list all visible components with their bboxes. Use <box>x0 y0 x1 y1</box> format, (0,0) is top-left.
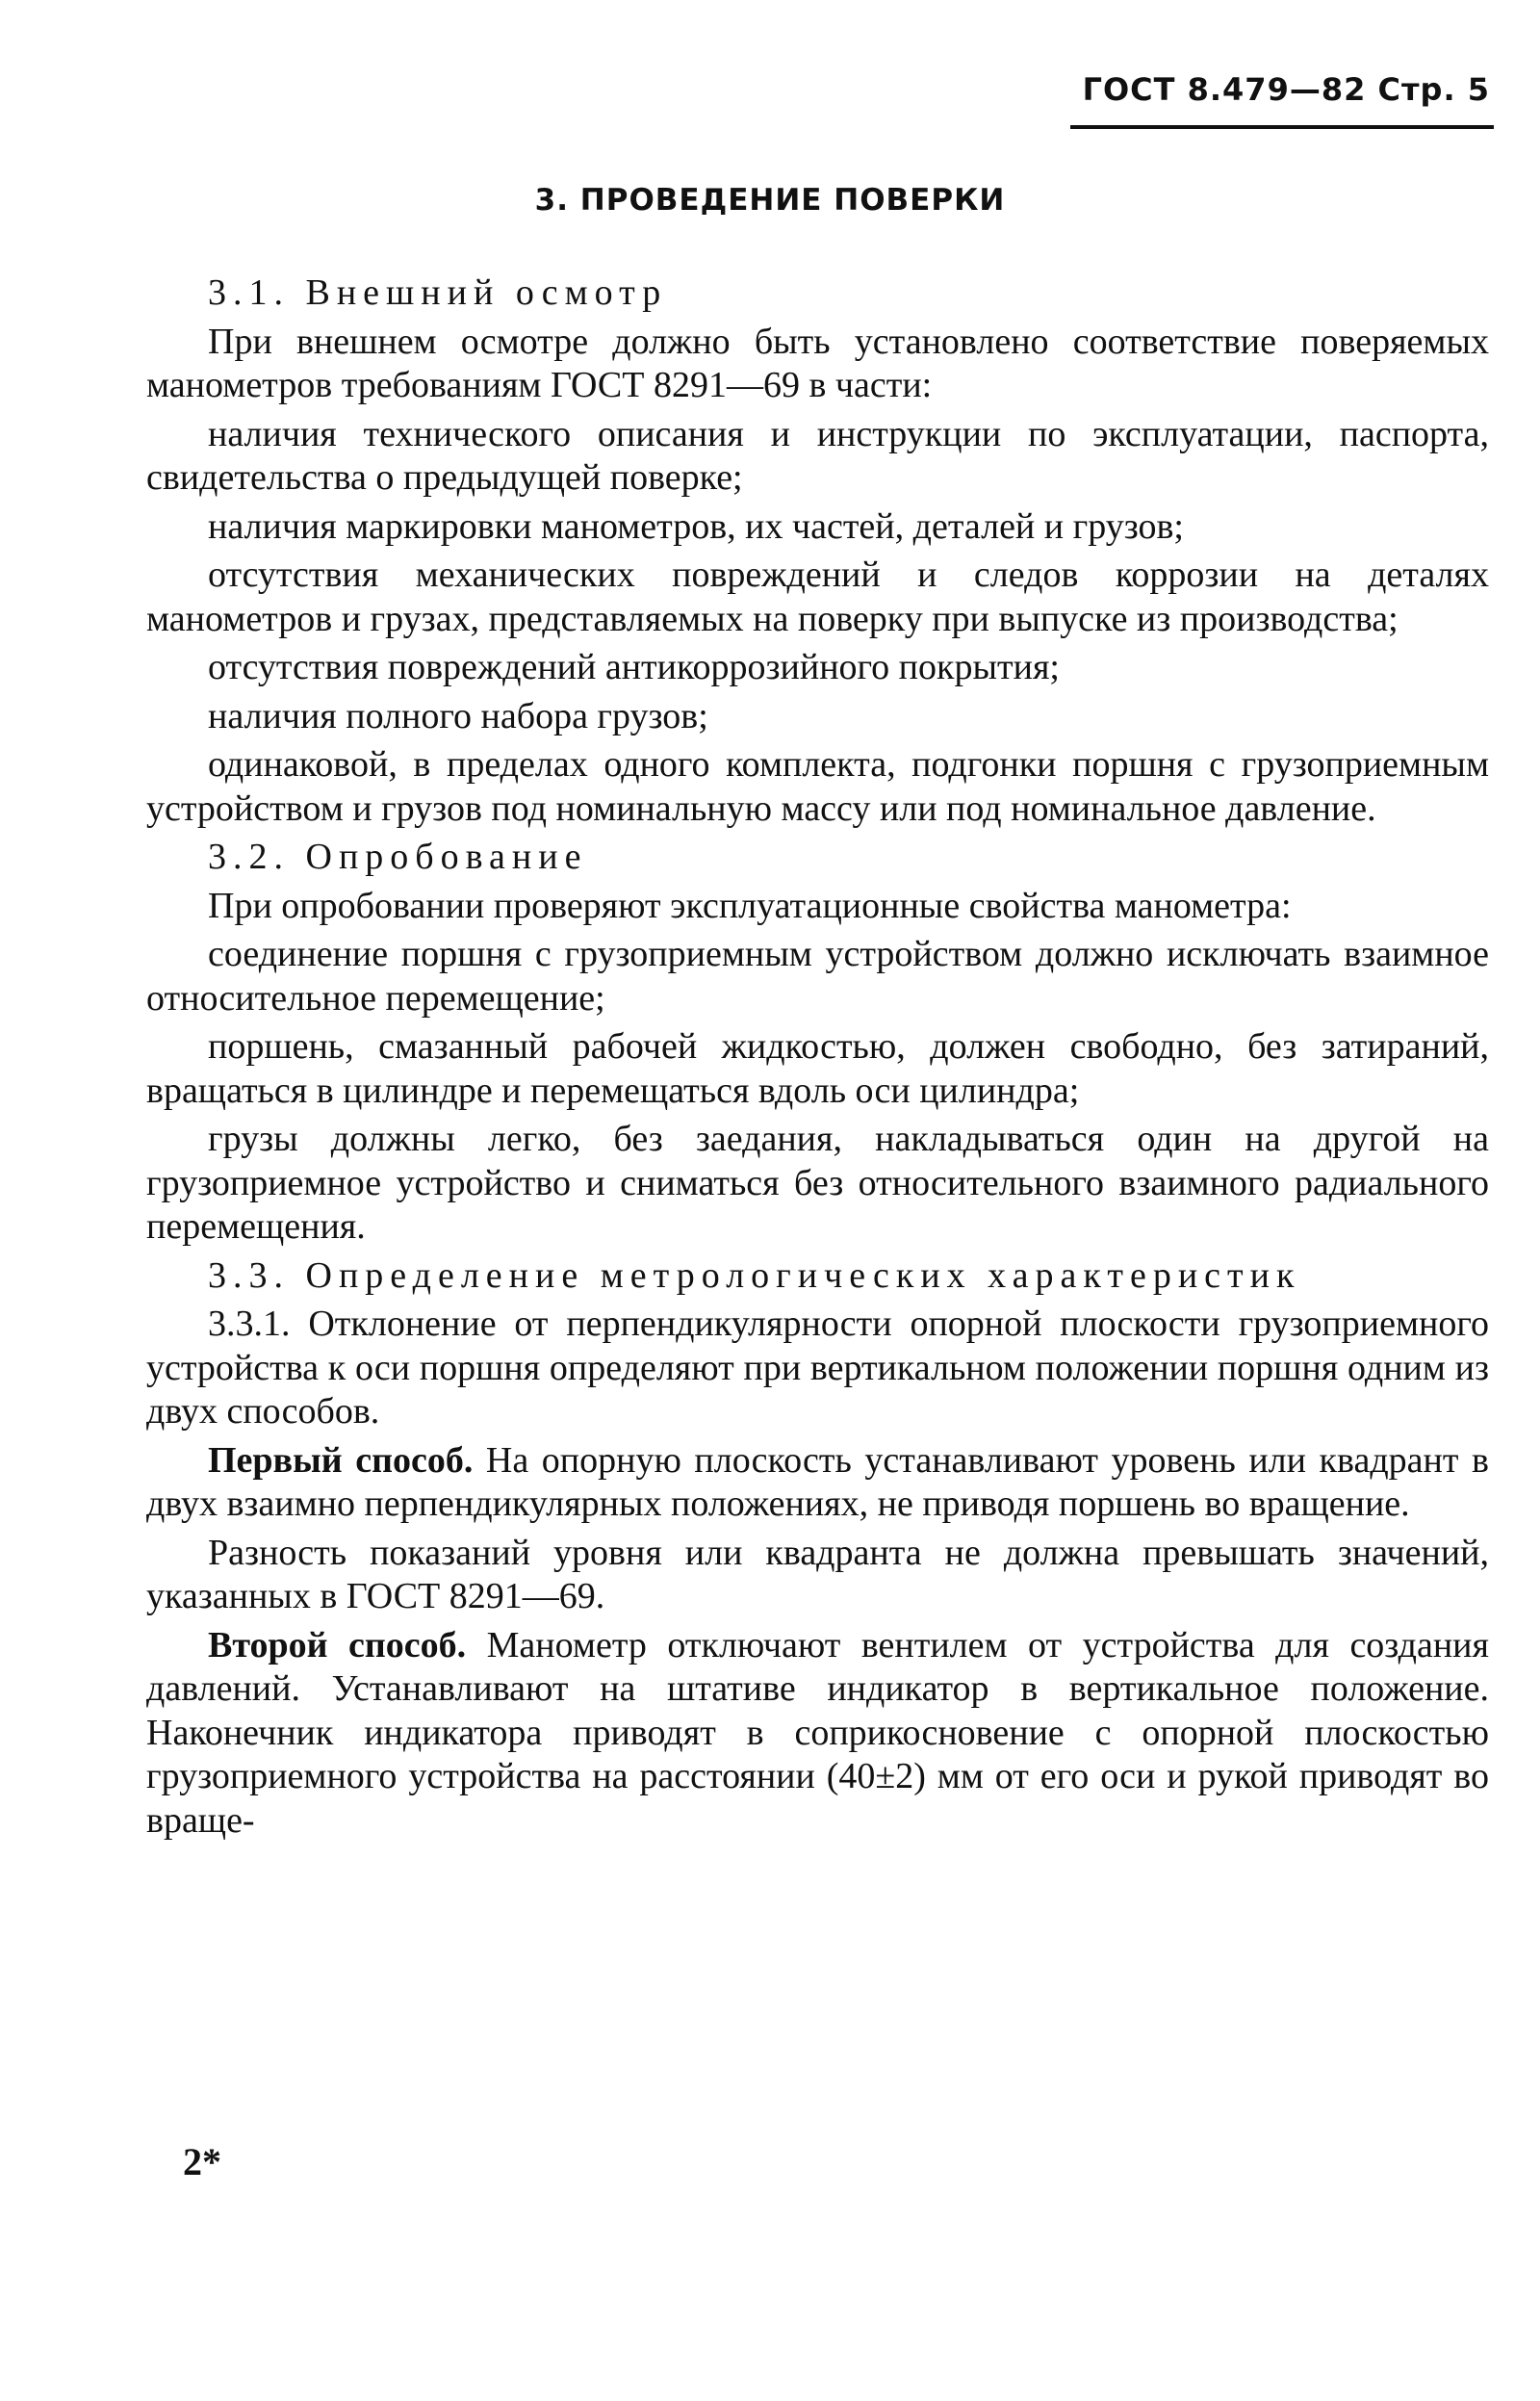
paragraph: одинаковой, в пределах одного комплекта, подгонки поршня с грузоприемным устройством и грузов под номинальную массу или под номинальное давление. <box>146 744 1489 829</box>
paragraph: наличия маркировки манометров, их частей, деталей и грузов; <box>208 505 1184 547</box>
paragraph: Разность показаний уровня или квадранта не должна превышать значений, указанных в ГОСТ 8291—69. <box>146 1532 1489 1616</box>
method-label: Второй способ. <box>208 1624 467 1665</box>
method-label: Первый способ. <box>208 1439 474 1481</box>
document-body <box>146 271 1489 1847</box>
header-rule <box>1070 125 1494 129</box>
paragraph <box>146 1439 1489 1527</box>
paragraph-text: Манометр отключают вентилем от устройства для создания давлений. Устанавливают на штативе индикатор в вертикальное положение. Наконечник индикатора приводят в соприкосновение с опорной плоскостью грузоприемного устройства на расстоянии (40±2) мм от его оси и рукой приводят во враще- <box>146 1624 1489 1841</box>
paragraph <box>146 1624 1489 1844</box>
paragraph: поршень, смазанный рабочей жидкостью, должен свободно, без затираний, вращаться в цилиндре и перемещаться вдоль оси цилиндра; <box>146 1026 1489 1111</box>
subsection-heading: 3.1. Внешний осмотр <box>208 272 668 313</box>
paragraph: 3.3.1. Отклонение от перпендикулярности опорной плоскости грузоприемного устройства к оси поршня определяют при вертикальном положении поршня одним из двух способов. <box>146 1304 1489 1432</box>
paragraph: грузы должны легко, без заедания, накладываться один на другой на грузоприемное устройство и сниматься без относительного взаимного радиального перемещения. <box>146 1119 1489 1247</box>
subsection-heading: 3.3. Определение метрологических характеристик <box>208 1254 1301 1296</box>
section-title: 3. ПРОВЕДЕНИЕ ПОВЕРКИ <box>534 183 1006 218</box>
paragraph: При внешнем осмотре должно быть установлено соответствие поверяемых манометров требованиям ГОСТ 8291—69 в части: <box>146 321 1489 405</box>
paragraph: отсутствия механических повреждений и следов коррозии на деталях манометров и грузах, представляемых на поверку при выпуске из производства; <box>146 555 1489 639</box>
paragraph: наличия технического описания и инструкции по эксплуатации, паспорта, свидетельства о предыдущей поверке; <box>146 413 1489 498</box>
paragraph: наличия полного набора грузов; <box>208 695 708 736</box>
signature-mark: 2* <box>183 2140 221 2183</box>
page-header: ГОСТ 8.479—82 Стр. 5 <box>1082 71 1490 108</box>
paragraph: отсутствия повреждений антикоррозийного покрытия; <box>208 647 1060 687</box>
paragraph: При опробовании проверяют эксплуатационные свойства манометра: <box>208 885 1292 926</box>
paragraph: соединение поршня с грузоприемным устройством должно исключать взаимное относительное перемещение; <box>146 934 1489 1019</box>
paragraph-text: На опорную плоскость устанавливают уровень или квадрант в двух взаимно перпендикулярных положениях, не приводя поршень во вращение. <box>146 1439 1489 1524</box>
subsection-heading: 3.2. Опробование <box>208 837 588 877</box>
